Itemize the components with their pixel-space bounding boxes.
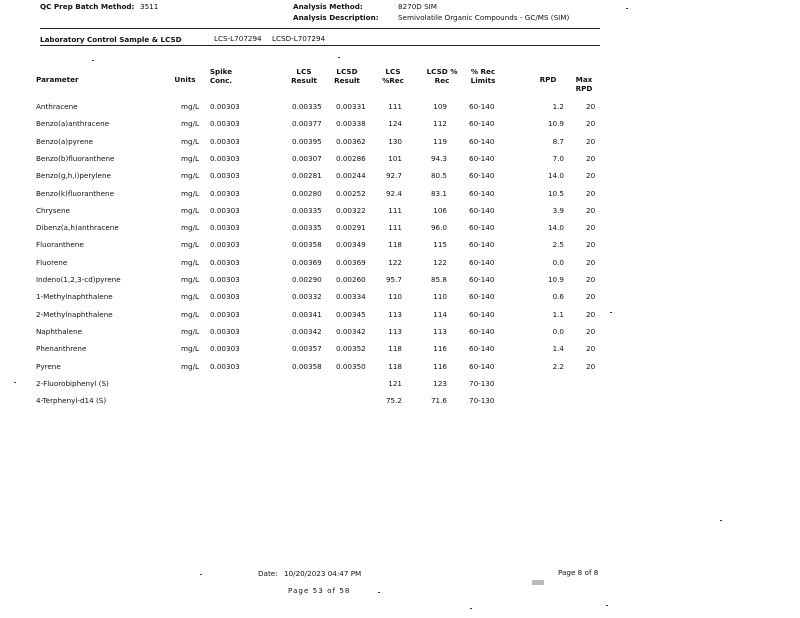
cell-rec-limits: 60-140 (469, 205, 495, 215)
cell-lcs-result: 0.00341 (292, 309, 322, 319)
cell-rpd: 0.0 (552, 326, 564, 336)
cell-parameter: Benzo(k)fluoranthene (36, 188, 115, 198)
cell-rec-limits: 60-140 (469, 171, 495, 181)
cell-lcsd-result: 0.00286 (336, 153, 366, 163)
cell-spike: 0.00303 (210, 361, 240, 371)
table-row (0, 258, 800, 275)
page-total-label: Page 53 of 58 (288, 586, 351, 595)
cell-lcsd-rec: 123 (433, 378, 447, 388)
cell-lcs-rec: 122 (388, 257, 402, 267)
cell-rpd: 2.5 (552, 240, 564, 250)
cell-spike: 0.00303 (210, 119, 240, 129)
cell-max-rpd: 20 (586, 102, 596, 111)
cell-spike: 0.00303 (210, 275, 240, 284)
cell-rec-limits: 60-140 (469, 153, 495, 163)
cell-units: mg/L (181, 119, 199, 129)
cell-lcs-rec: 75.2 (385, 396, 402, 406)
table-row (0, 154, 800, 171)
page-of-label: Page 8 of 8 (558, 568, 599, 577)
cell-units: mg/L (181, 205, 199, 215)
cell-max-rpd: 20 (586, 240, 596, 250)
batch-method-label: QC Prep Batch Method: (40, 2, 135, 11)
cell-max-rpd: 20 (586, 171, 596, 181)
cell-parameter: Chrysene (36, 205, 70, 215)
cell-lcsd-rec: 85.8 (430, 275, 447, 284)
cell-lcsd-rec: 94.3 (430, 153, 447, 163)
table-row (0, 102, 800, 119)
surrogate-row (0, 396, 800, 413)
cell-rec-limits: 70-130 (469, 378, 495, 388)
cell-parameter: Anthracene (36, 102, 78, 111)
col-header-rpd: RPD (539, 75, 557, 84)
cell-lcs-result: 0.00290 (292, 275, 322, 284)
table-row (0, 362, 800, 379)
col-header-lcs-rec: LCS %Rec (382, 67, 404, 85)
header-rule (40, 28, 600, 29)
cell-spike: 0.00303 (210, 223, 240, 233)
col-header-max-rpd: Max RPD (575, 75, 593, 93)
table-row (0, 240, 800, 257)
cell-lcsd-rec: 109 (433, 102, 447, 111)
cell-units: mg/L (181, 240, 199, 250)
cell-max-rpd: 20 (586, 257, 596, 267)
cell-rec-limits: 60-140 (469, 361, 495, 371)
cell-lcsd-rec: 110 (433, 292, 447, 302)
cell-parameter: Pyrene (36, 361, 61, 371)
cell-rec-limits: 60-140 (469, 309, 495, 319)
cell-units: mg/L (181, 344, 199, 354)
cell-rpd: 1.4 (552, 344, 564, 354)
cell-lcsd-rec: 80.5 (430, 171, 447, 181)
date-value: 10/20/2023 04:47 PM (284, 569, 362, 578)
cell-parameter: Phenanthrene (36, 344, 87, 354)
cell-lcs-result: 0.00335 (292, 102, 322, 111)
cell-units: mg/L (181, 257, 199, 267)
cell-lcs-rec: 118 (388, 240, 402, 250)
cell-units: mg/L (181, 136, 199, 146)
cell-lcsd-result: 0.00322 (336, 205, 366, 215)
table-row (0, 137, 800, 154)
cell-rec-limits: 60-140 (469, 240, 495, 250)
table-row (0, 223, 800, 240)
cell-spike: 0.00303 (210, 188, 240, 198)
cell-parameter: Benzo(a)anthracene (36, 119, 110, 129)
cell-max-rpd: 20 (586, 275, 596, 284)
cell-lcsd-result: 0.00352 (336, 344, 366, 354)
cell-rpd: 2.2 (552, 361, 564, 371)
cell-max-rpd: 20 (586, 344, 596, 354)
cell-rpd: 10.9 (547, 275, 564, 284)
cell-lcs-rec: 118 (388, 344, 402, 354)
cell-units: mg/L (181, 326, 199, 336)
cell-lcsd-result: 0.00369 (336, 257, 366, 267)
cell-rec-limits: 60-140 (469, 223, 495, 233)
cell-parameter: Fluorene (36, 257, 68, 267)
cell-lcsd-rec: 106 (433, 205, 447, 215)
col-header-lcs-result: LCS Result (291, 67, 317, 85)
cell-parameter: Naphthalene (36, 326, 83, 336)
cell-max-rpd: 20 (586, 309, 596, 319)
cell-lcs-result: 0.00281 (292, 171, 322, 181)
cell-lcsd-result: 0.00338 (336, 119, 366, 129)
cell-lcs-result: 0.00280 (292, 188, 322, 198)
cell-lcs-rec: 124 (388, 119, 402, 129)
cell-lcsd-result: 0.00345 (336, 309, 366, 319)
table-row (0, 206, 800, 223)
cell-lcsd-rec: 96.0 (430, 223, 447, 233)
cell-lcsd-result: 0.00334 (336, 292, 366, 302)
cell-rpd: 8.7 (552, 136, 564, 146)
cell-rpd: 0.6 (552, 292, 564, 302)
analysis-method-value: 8270D SIM (398, 2, 437, 11)
scan-mark (532, 580, 544, 585)
cell-lcs-result: 0.00358 (292, 240, 322, 250)
cell-max-rpd: 20 (586, 205, 596, 215)
table-row (0, 119, 800, 136)
cell-lcsd-rec: 112 (433, 119, 447, 129)
cell-lcsd-rec: 119 (433, 136, 447, 146)
cell-max-rpd: 20 (586, 223, 596, 233)
cell-units: mg/L (181, 223, 199, 233)
lcs-sample-id: LCS-L707294 (214, 34, 262, 43)
cell-parameter: Benzo(g,h,i)perylene (36, 171, 111, 181)
col-header-lcsd-result: LCSD Result (334, 67, 360, 85)
cell-lcs-result: 0.00395 (292, 136, 322, 146)
cell-lcs-rec: 110 (388, 292, 402, 302)
cell-parameter: 4-Terphenyl-d14 (S) (36, 396, 107, 406)
col-header-parameter: Parameter (36, 75, 79, 84)
cell-lcsd-result: 0.00291 (336, 223, 366, 233)
cell-parameter: Benzo(b)fluoranthene (36, 153, 115, 163)
analysis-method-label: Analysis Method: (293, 2, 363, 11)
cell-units: mg/L (181, 102, 199, 111)
cell-units: mg/L (181, 309, 199, 319)
cell-lcs-result: 0.00332 (292, 292, 322, 302)
cell-max-rpd: 20 (586, 153, 596, 163)
cell-rec-limits: 60-140 (469, 275, 495, 284)
cell-parameter: Dibenz(a,h)anthracene (36, 223, 119, 233)
cell-rpd: 3.9 (552, 205, 564, 215)
cell-rec-limits: 70-130 (469, 396, 495, 406)
cell-spike: 0.00303 (210, 171, 240, 181)
cell-lcsd-rec: 114 (433, 309, 447, 319)
cell-rec-limits: 60-140 (469, 188, 495, 198)
col-header-spike: Spike Conc. (209, 67, 233, 85)
cell-units: mg/L (181, 188, 199, 198)
cell-lcs-result: 0.00357 (292, 344, 322, 354)
cell-lcs-rec: 111 (388, 102, 402, 111)
table-row (0, 171, 800, 188)
cell-lcs-result: 0.00335 (292, 223, 322, 233)
cell-lcsd-rec: 115 (433, 240, 447, 250)
cell-lcs-rec: 92.7 (385, 171, 402, 181)
cell-max-rpd: 20 (586, 136, 596, 146)
cell-lcsd-result: 0.00350 (336, 361, 366, 371)
cell-lcsd-rec: 122 (433, 257, 447, 267)
cell-parameter: 1-Methylnaphthalene (36, 292, 113, 302)
cell-lcs-rec: 101 (388, 153, 402, 163)
cell-units: mg/L (181, 171, 199, 181)
cell-units: mg/L (181, 275, 199, 284)
cell-rpd: 10.5 (547, 188, 564, 198)
col-header-rec-limits: % Rec Limits (470, 67, 496, 85)
cell-parameter: 2-Fluorobiphenyl (S) (36, 378, 109, 388)
table-row (0, 275, 800, 292)
cell-rec-limits: 60-140 (469, 136, 495, 146)
cell-lcs-rec: 130 (388, 136, 402, 146)
cell-parameter: 2-Methylnaphthalene (36, 309, 113, 319)
cell-lcsd-rec: 83.1 (430, 188, 447, 198)
cell-spike: 0.00303 (210, 257, 240, 267)
cell-lcs-rec: 111 (388, 205, 402, 215)
cell-lcs-result: 0.00377 (292, 119, 322, 129)
cell-lcs-result: 0.00358 (292, 361, 322, 371)
cell-lcs-rec: 111 (388, 223, 402, 233)
section-title: Laboratory Control Sample & LCSD (40, 35, 182, 44)
cell-lcsd-result: 0.00252 (336, 188, 366, 198)
cell-parameter: Indeno(1,2,3-cd)pyrene (36, 275, 121, 284)
cell-spike: 0.00303 (210, 292, 240, 302)
cell-lcsd-rec: 116 (433, 344, 447, 354)
lcsd-sample-id: LCSD-L707294 (272, 34, 326, 43)
col-header-lcsd-rec: LCSD % Rec (426, 67, 458, 85)
cell-lcsd-result: 0.00244 (336, 171, 366, 181)
cell-spike: 0.00303 (210, 309, 240, 319)
cell-rpd: 14.0 (547, 223, 564, 233)
cell-lcs-rec: 113 (388, 309, 402, 319)
cell-spike: 0.00303 (210, 153, 240, 163)
cell-rec-limits: 60-140 (469, 344, 495, 354)
cell-rpd: 1.2 (552, 102, 564, 111)
cell-parameter: Fluoranthene (36, 240, 84, 250)
table-row (0, 292, 800, 309)
cell-units: mg/L (181, 361, 199, 371)
cell-lcs-result: 0.00335 (292, 205, 322, 215)
table-row (0, 189, 800, 206)
batch-method-value: 3511 (140, 2, 159, 11)
cell-rpd: 10.9 (547, 119, 564, 129)
cell-rec-limits: 60-140 (469, 119, 495, 129)
cell-lcs-rec: 92.4 (385, 188, 402, 198)
table-row (0, 344, 800, 361)
cell-rpd: 14.0 (547, 171, 564, 181)
cell-lcsd-rec: 71.6 (430, 396, 447, 406)
cell-lcs-rec: 121 (388, 378, 402, 388)
cell-spike: 0.00303 (210, 344, 240, 354)
cell-max-rpd: 20 (586, 119, 596, 129)
cell-rec-limits: 60-140 (469, 257, 495, 267)
date-label: Date: (258, 569, 278, 578)
section-rule (40, 45, 600, 46)
cell-max-rpd: 20 (586, 292, 596, 302)
cell-rec-limits: 60-140 (469, 292, 495, 302)
cell-rec-limits: 60-140 (469, 326, 495, 336)
cell-parameter: Benzo(a)pyrene (36, 136, 94, 146)
cell-lcsd-result: 0.00260 (336, 275, 366, 284)
cell-lcsd-result: 0.00342 (336, 326, 366, 336)
col-header-units: Units (174, 75, 196, 84)
cell-spike: 0.00303 (210, 326, 240, 336)
cell-lcs-result: 0.00369 (292, 257, 322, 267)
table-row (0, 327, 800, 344)
surrogate-row (0, 379, 800, 396)
cell-spike: 0.00303 (210, 205, 240, 215)
cell-max-rpd: 20 (586, 326, 596, 336)
cell-rpd: 7.0 (552, 153, 564, 163)
cell-lcs-rec: 113 (388, 326, 402, 336)
cell-max-rpd: 20 (586, 188, 596, 198)
table-row (0, 310, 800, 327)
cell-lcs-rec: 95.7 (385, 275, 402, 284)
cell-lcsd-result: 0.00331 (336, 102, 366, 111)
cell-rec-limits: 60-140 (469, 102, 495, 111)
cell-lcsd-rec: 113 (433, 326, 447, 336)
cell-max-rpd: 20 (586, 361, 596, 371)
cell-spike: 0.00303 (210, 240, 240, 250)
cell-lcsd-rec: 116 (433, 361, 447, 371)
cell-units: mg/L (181, 292, 199, 302)
cell-lcs-result: 0.00342 (292, 326, 322, 336)
cell-lcs-result: 0.00307 (292, 153, 322, 163)
cell-rpd: 1.1 (552, 309, 564, 319)
cell-spike: 0.00303 (210, 136, 240, 146)
analysis-description-value: Semivolatile Organic Compounds - GC/MS (SIM) (398, 13, 570, 22)
analysis-description-label: Analysis Description: (293, 13, 379, 22)
cell-lcsd-result: 0.00362 (336, 136, 366, 146)
cell-spike: 0.00303 (210, 102, 240, 111)
cell-rpd: 0.0 (552, 257, 564, 267)
cell-lcs-rec: 118 (388, 361, 402, 371)
cell-lcsd-result: 0.00349 (336, 240, 366, 250)
cell-units: mg/L (181, 153, 199, 163)
